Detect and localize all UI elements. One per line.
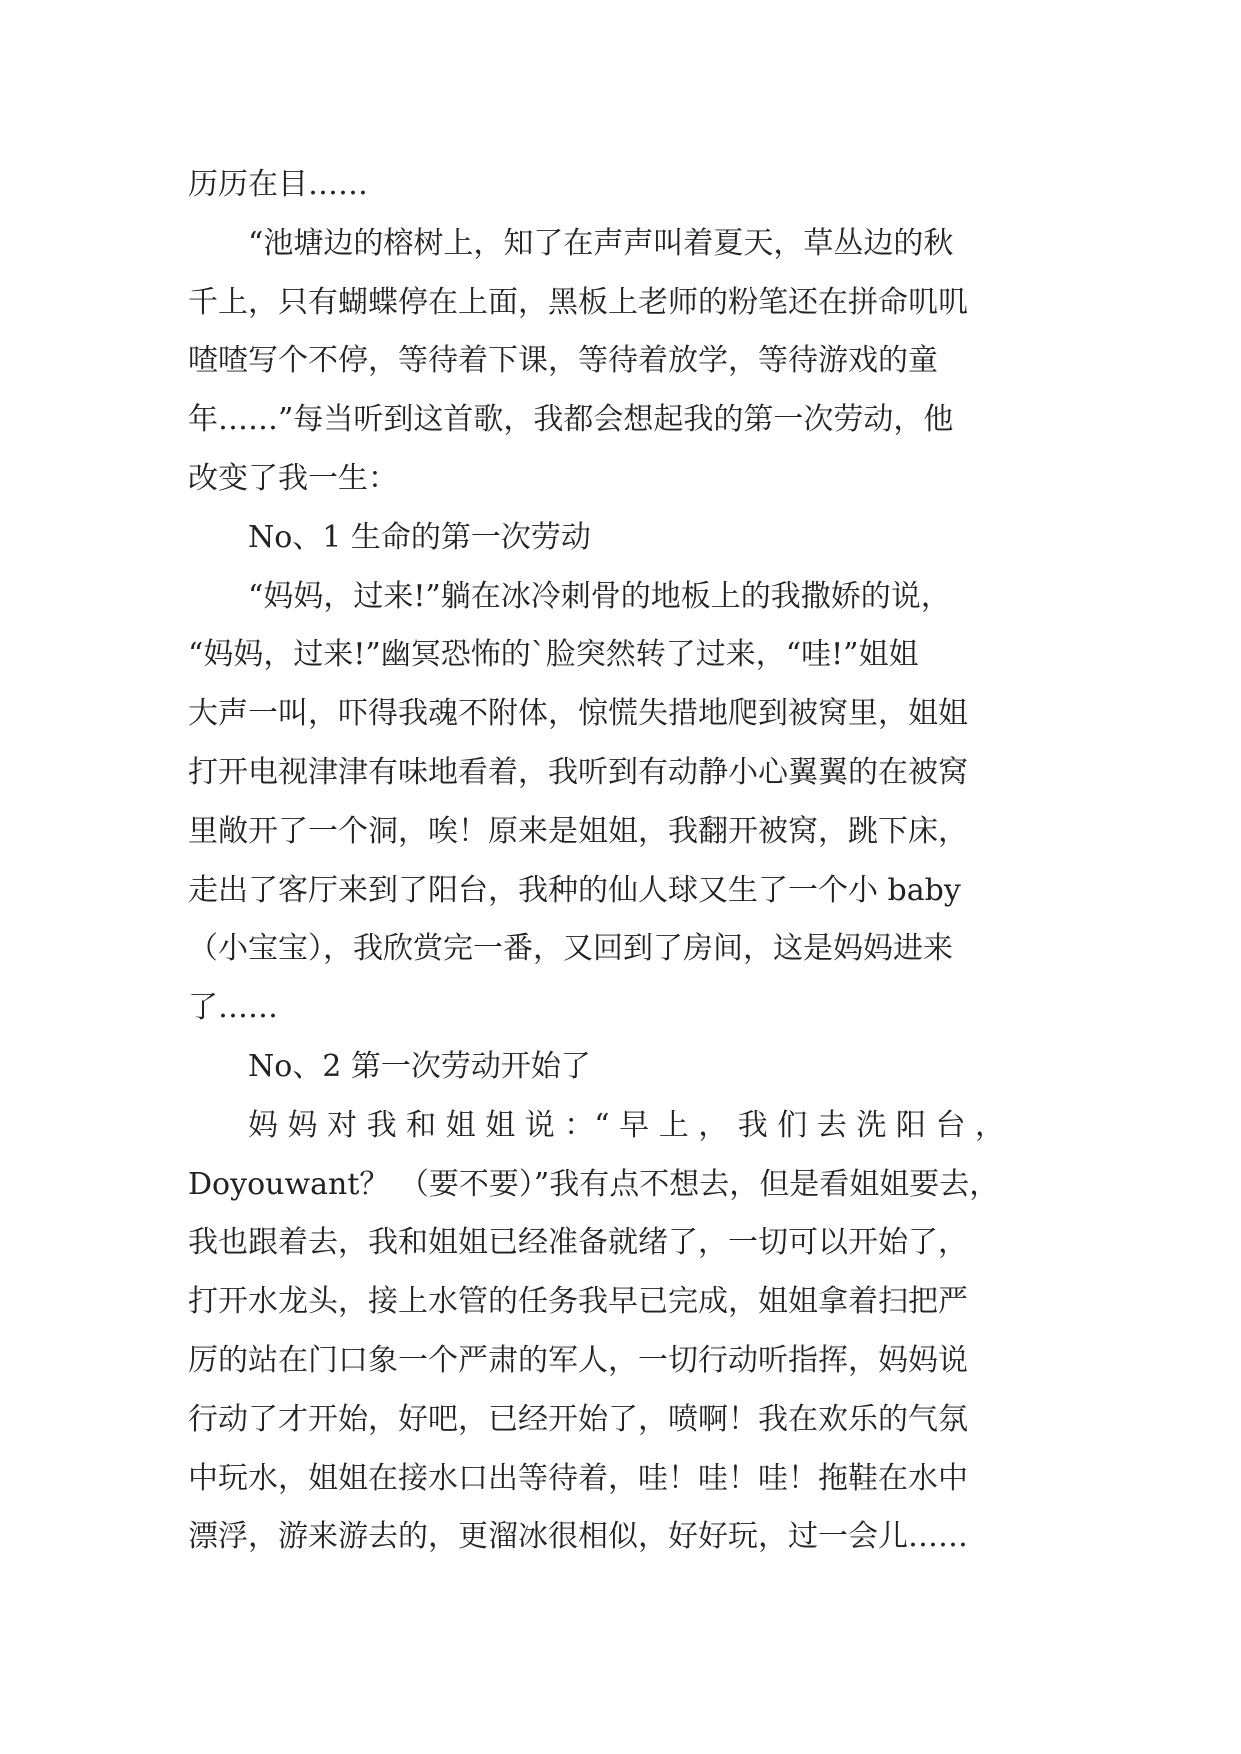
text-line: 厉的站在门口象一个严肃的军人，一切行动听指挥，妈妈说 — [188, 1342, 968, 1378]
text-line: 改变了我一生： — [188, 460, 398, 496]
text-line: 中玩水，姐姐在接水口出等待着，哇！哇！哇！拖鞋在水中 — [188, 1460, 968, 1496]
text-line: 了…… — [188, 990, 278, 1026]
text-line: 喳喳写个不停，等待着下课，等待着放学，等待游戏的童 — [188, 343, 938, 379]
section-heading: No、1 生命的第一次劳动 — [248, 519, 591, 555]
text-line: 打开水龙头，接上水管的任务我早已完成，姐姐拿着扫把严 — [188, 1284, 968, 1320]
text-line: 大声一叫，吓得我魂不附体，惊慌失措地爬到被窝里，姐姐 — [188, 696, 968, 732]
text-line: “妈妈，过来!”躺在冰冷刺骨的地板上的我撒娇的说， — [248, 578, 951, 614]
text-line: 走出了客厅来到了阳台，我种的仙人球又生了一个小 baby — [188, 872, 961, 908]
body-text — [188, 156, 1088, 1567]
text-line: “池塘边的榕树上，知了在声声叫着夏天，草丛边的秋 — [248, 225, 954, 261]
text-line: 我也跟着去，我和姐姐已经准备就绪了，一切可以开始了， — [188, 1225, 968, 1261]
text-line: 历历在目…… — [188, 167, 368, 202]
text-line: “妈妈，过来!”幽冥恐怖的`脸突然转了过来，“哇!”姐姐 — [188, 637, 919, 673]
text-line: 妈 妈 对 我 和 姐 姐 说 ：“ 早 上 ， 我 们 去 洗 阳 台 ， — [248, 1107, 1005, 1143]
text-line: Doyouwant？ （要不要）”我有点不想去，但是看姐姐要去， — [188, 1166, 1000, 1202]
text-line: 里敞开了一个洞，唉！原来是姐姐，我翻开被窝，跳下床， — [188, 813, 968, 849]
section-heading: No、2 第一次劳动开始了 — [248, 1048, 591, 1084]
text-line: （小宝宝），我欣赏完一番，又回到了房间，这是妈妈进来 — [188, 931, 953, 967]
text-line: 打开电视津津有味地看着，我听到有动静小心翼翼的在被窝 — [188, 754, 968, 790]
text-line: 千上，只有蝴蝶停在上面，黑板上老师的粉笔还在拼命叽叽 — [188, 284, 968, 320]
text-line: 年……”每当听到这首歌，我都会想起我的第一次劳动，他 — [188, 402, 954, 438]
text-line: 行动了才开始，好吧，已经开始了，喷啊！我在欢乐的气氛 — [188, 1401, 968, 1437]
text-line: 漂浮，游来游去的，更溜冰很相似，好好玩，过一会儿…… — [188, 1519, 968, 1555]
